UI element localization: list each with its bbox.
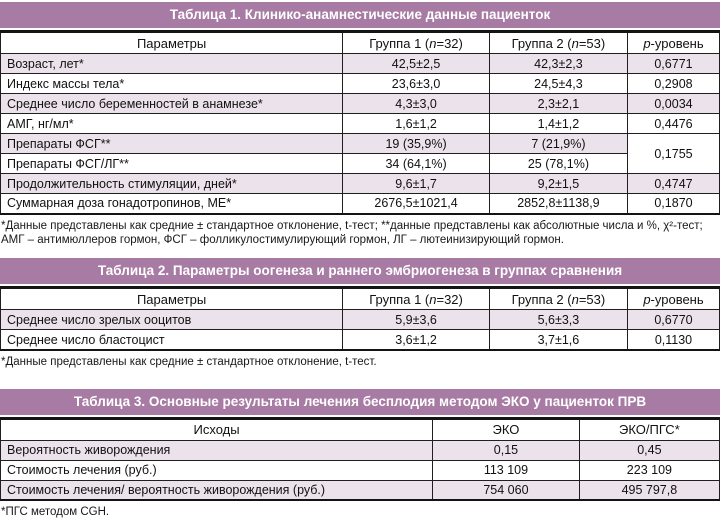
value-cell: 9,6±1,7 xyxy=(343,174,490,194)
table3-title-bar xyxy=(0,389,720,415)
value-cell: 7 (21,9%) xyxy=(489,134,627,154)
value-cell: 25 (78,1%) xyxy=(489,154,627,174)
table3-footnote xyxy=(1,505,720,520)
group2-label-n: n xyxy=(571,35,579,51)
table2-title: Таблица 2. Параметры оогенеза и раннего эмбриогенеза в группах сравнения xyxy=(97,263,623,279)
table-row xyxy=(1,94,720,114)
table1-footnote-line2: АМГ – антимюллеров гормон, ФСГ – фолликулостимулирующий гормон, ЛГ – лютеинизирующий гормон. xyxy=(1,234,564,247)
value-cell: 2,3±2,1 xyxy=(489,94,627,114)
column-header-parameters: Параметры xyxy=(1,32,343,54)
p-value-cell: 0,2908 xyxy=(627,74,719,94)
value-cell: 223 109 xyxy=(579,460,719,480)
table1-header-row xyxy=(1,32,720,54)
group1-label-post: =32) xyxy=(436,35,463,51)
table1-title: Таблица 1. Клинико-анамнестические данные пациенток xyxy=(169,7,551,22)
p-value-cell: 0,4747 xyxy=(627,174,719,194)
table2-header-row xyxy=(1,288,720,310)
value-cell: 1,4±1,2 xyxy=(489,114,627,134)
table2-title-bar xyxy=(0,258,720,284)
column-header-group2 xyxy=(489,288,627,310)
pvalue-label-post: -уровень xyxy=(650,291,704,307)
param-cell: Среднее число зрелых ооцитов xyxy=(1,310,343,330)
table1 xyxy=(0,30,720,215)
value-cell: 23,6±3,0 xyxy=(343,74,490,94)
value-cell: 9,2±1,5 xyxy=(489,174,627,194)
table3-footnote-line1: *ПГС методом CGH. xyxy=(1,506,110,519)
value-cell: 0,15 xyxy=(433,440,580,460)
pvalue-label-p: p xyxy=(643,35,651,51)
column-header-eko: ЭКО xyxy=(433,418,580,440)
value-cell: 4,3±3,0 xyxy=(343,94,490,114)
param-cell: Препараты ФСГ/ЛГ** xyxy=(1,154,343,174)
group2-label-post: =53) xyxy=(578,291,606,307)
column-header-group2 xyxy=(489,32,627,54)
table-row xyxy=(1,460,720,480)
param-cell: Стоимость лечения/ вероятность живорождения (руб.) xyxy=(1,480,433,500)
p-value-cell: 0,6771 xyxy=(627,54,719,74)
column-header-pvalue xyxy=(627,32,719,54)
column-header-eko-pgs: ЭКО/ПГС* xyxy=(579,418,719,440)
group1-label-pre: Группа 1 ( xyxy=(369,291,430,307)
value-cell: 2676,5±1021,4 xyxy=(343,194,490,214)
table-row xyxy=(1,134,720,154)
column-header-group1 xyxy=(343,288,490,310)
value-cell: 5,9±3,6 xyxy=(343,310,490,330)
table1-section xyxy=(0,2,720,248)
table2-footnote xyxy=(1,355,720,370)
pvalue-label-post: -уровень xyxy=(650,35,704,51)
p-value-cell: 0,1870 xyxy=(627,194,719,214)
p-value-cell-merged: 0,1755 xyxy=(627,134,719,174)
table3 xyxy=(0,417,720,502)
value-cell: 113 109 xyxy=(433,460,580,480)
value-cell: 3,6±1,2 xyxy=(343,330,490,350)
table-row xyxy=(1,54,720,74)
value-cell: 34 (64,1%) xyxy=(343,154,490,174)
value-cell: 42,3±2,3 xyxy=(489,54,627,74)
table-row xyxy=(1,154,720,174)
param-cell: Суммарная доза гонадотропинов, МЕ* xyxy=(1,194,343,214)
table-row xyxy=(1,74,720,94)
param-cell: Вероятность живорождения xyxy=(1,440,433,460)
param-cell: Препараты ФСГ** xyxy=(1,134,343,154)
table2-section xyxy=(0,258,720,369)
p-value-cell: 0,0034 xyxy=(627,94,719,114)
table1-title-bar xyxy=(0,2,720,28)
param-cell: АМГ, нг/мл* xyxy=(1,114,343,134)
table2 xyxy=(0,286,720,351)
table-row xyxy=(1,114,720,134)
table3-title: Таблица 3. Основные результаты лечения бесплодия методом ЭКО у пациенток ПРВ xyxy=(73,393,647,409)
p-value-cell: 0,1130 xyxy=(627,330,719,350)
param-cell: Стоимость лечения (руб.) xyxy=(1,460,433,480)
param-cell: Индекс массы тела* xyxy=(1,74,343,94)
column-header-outcomes: Исходы xyxy=(1,418,433,440)
param-cell: Продолжительность стимуляции, дней* xyxy=(1,174,343,194)
column-header-group1 xyxy=(343,32,490,54)
param-cell: Среднее число бластоцист xyxy=(1,330,343,350)
param-cell: Возраст, лет* xyxy=(1,54,343,74)
p-value-cell: 0,4476 xyxy=(627,114,719,134)
group1-label-pre: Группа 1 ( xyxy=(369,35,430,51)
value-cell: 1,6±1,2 xyxy=(343,114,490,134)
table2-footnote-line1: *Данные представлены как средние ± стандартное отклонение, t-тест. xyxy=(1,355,377,368)
table-row xyxy=(1,310,720,330)
group2-label-pre: Группа 2 ( xyxy=(511,35,572,51)
value-cell: 5,6±3,3 xyxy=(489,310,627,330)
table3-section xyxy=(0,389,720,520)
group1-label-n: n xyxy=(429,291,437,307)
column-header-pvalue xyxy=(627,288,719,310)
group2-label-post: =53) xyxy=(578,35,606,51)
group1-label-post: =32) xyxy=(436,291,463,307)
table-row xyxy=(1,480,720,500)
value-cell: 754 060 xyxy=(433,480,580,500)
value-cell: 495 797,8 xyxy=(579,480,719,500)
table1-footnote xyxy=(1,219,720,249)
param-cell: Среднее число беременностей в анамнезе* xyxy=(1,94,343,114)
table-row xyxy=(1,440,720,460)
table-row xyxy=(1,330,720,350)
value-cell: 3,7±1,6 xyxy=(489,330,627,350)
value-cell: 2852,8±1138,9 xyxy=(489,194,627,214)
table-row xyxy=(1,194,720,214)
group2-label-pre: Группа 2 ( xyxy=(511,291,572,307)
table3-header-row xyxy=(1,418,720,440)
group1-label-n: n xyxy=(429,35,437,51)
value-cell: 24,5±4,3 xyxy=(489,74,627,94)
value-cell: 19 (35,9%) xyxy=(343,134,490,154)
column-header-parameters: Параметры xyxy=(1,288,343,310)
p-value-cell: 0,6770 xyxy=(627,310,719,330)
table1-footnote-line1: *Данные представлены как средние ± стандартное отклонение, t-тест; **данные представлены как абсолютные числа и %, χ²-тест; xyxy=(1,219,703,232)
value-cell: 0,45 xyxy=(579,440,719,460)
pvalue-label-p: p xyxy=(643,291,651,307)
group2-label-n: n xyxy=(571,291,579,307)
table-row xyxy=(1,174,720,194)
value-cell: 42,5±2,5 xyxy=(343,54,490,74)
